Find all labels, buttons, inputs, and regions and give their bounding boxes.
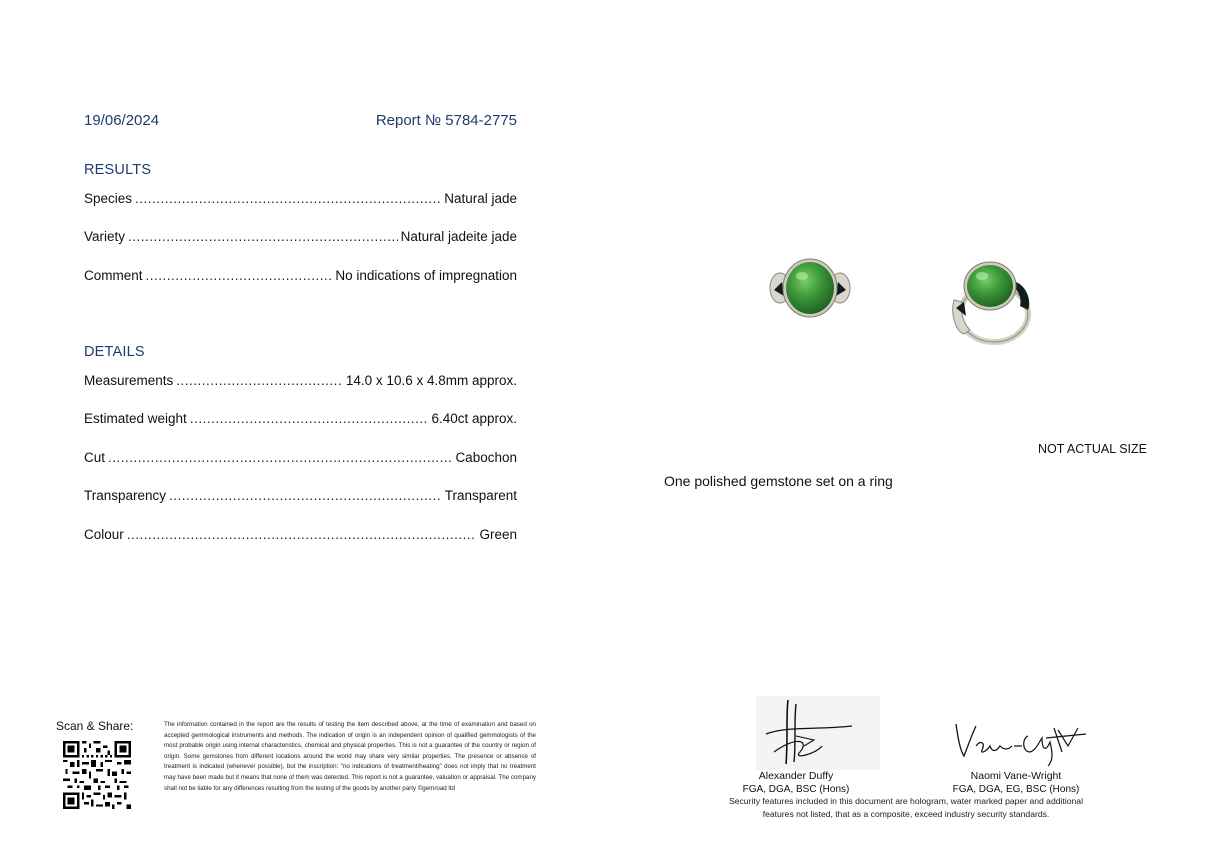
- row-label: Comment: [84, 268, 143, 283]
- security-note: [696, 795, 1116, 821]
- row-value: 6.40ct approx.: [431, 411, 517, 426]
- row-label: Cut: [84, 450, 106, 465]
- signature-naomi-vane-wright: [950, 716, 1090, 770]
- row-label: Colour: [84, 527, 124, 542]
- detail-row-weight: [84, 411, 517, 426]
- row-label: Transparency: [84, 488, 167, 503]
- row-label: Variety: [84, 229, 126, 244]
- image-caption: One polished gemstone set on a ring: [664, 473, 893, 489]
- signatory-name-2: Naomi Vane-Wright: [970, 770, 1062, 782]
- row-value: No indications of impregnation: [335, 268, 517, 283]
- report-date: 19/06/2024: [84, 112, 160, 129]
- detail-row-colour: [84, 527, 517, 542]
- signatory-credentials-1: FGA, DGA, BSC (Hons): [742, 784, 850, 795]
- size-note: NOT ACTUAL SIZE: [1037, 442, 1147, 456]
- results-heading: RESULTS: [84, 162, 152, 178]
- detail-row-transparency: [84, 488, 517, 503]
- security-note-line-2: features not listed, that as a composite, exceed industry security standards.: [762, 809, 1050, 819]
- ring-side-view-image: [946, 256, 1038, 348]
- signatory-credentials-2: FGA, DGA, EG, BSC (Hons): [952, 784, 1080, 795]
- signatory-name-1: Alexander Duffy: [758, 770, 834, 782]
- legal-disclaimer: The information contained in the report are the results of testing the item described above, at the time of examination and based on accepted gemmological instruments and methods. The indication of origin is an independent opinion of qualified gemmologists of the most probable origin using internal characteristics, chemical and physical properties. This is not a guarantee of the country or region of origin. Some gemstones from different locations around the world may share very similar properties. The presence or absence of treatment is indicated (whenever possible), but the inscription: "no indications of treatment/heating" does not imply that no treatment may have been made but it means that none of them was detected. This report is not a guarantee, valuation or appraisal. The company shall not be liable for any differences resulting from the testing of the goods by another party ©gemroad ltd: [164, 721, 536, 792]
- report-number: Report № 5784-2775: [375, 112, 517, 129]
- scan-share-label: Scan & Share:: [56, 719, 134, 733]
- qr-code[interactable]: [63, 741, 131, 809]
- details-heading: DETAILS: [84, 344, 145, 360]
- signature-alexander-duffy: [756, 696, 880, 770]
- ring-top-view-image: [764, 252, 856, 324]
- detail-row-cut: [84, 450, 517, 465]
- detail-row-measurements: [84, 373, 517, 388]
- row-value: Transparent: [444, 488, 517, 503]
- row-label: Estimated weight: [84, 411, 187, 426]
- row-value: Natural jadeite jade: [400, 229, 517, 244]
- security-note-line-1: Security features included in this document are hologram, water marked paper and additional: [729, 796, 1083, 806]
- row-value: Natural jade: [444, 191, 517, 206]
- row-label: Species: [84, 191, 133, 206]
- row-value: 14.0 x 10.6 x 4.8mm approx.: [345, 373, 517, 388]
- row-value: Green: [479, 527, 517, 542]
- result-row-species: [84, 191, 517, 206]
- result-row-comment: [84, 268, 517, 283]
- result-row-variety: [84, 229, 517, 244]
- row-value: Cabochon: [455, 450, 517, 465]
- row-label: Measurements: [84, 373, 174, 388]
